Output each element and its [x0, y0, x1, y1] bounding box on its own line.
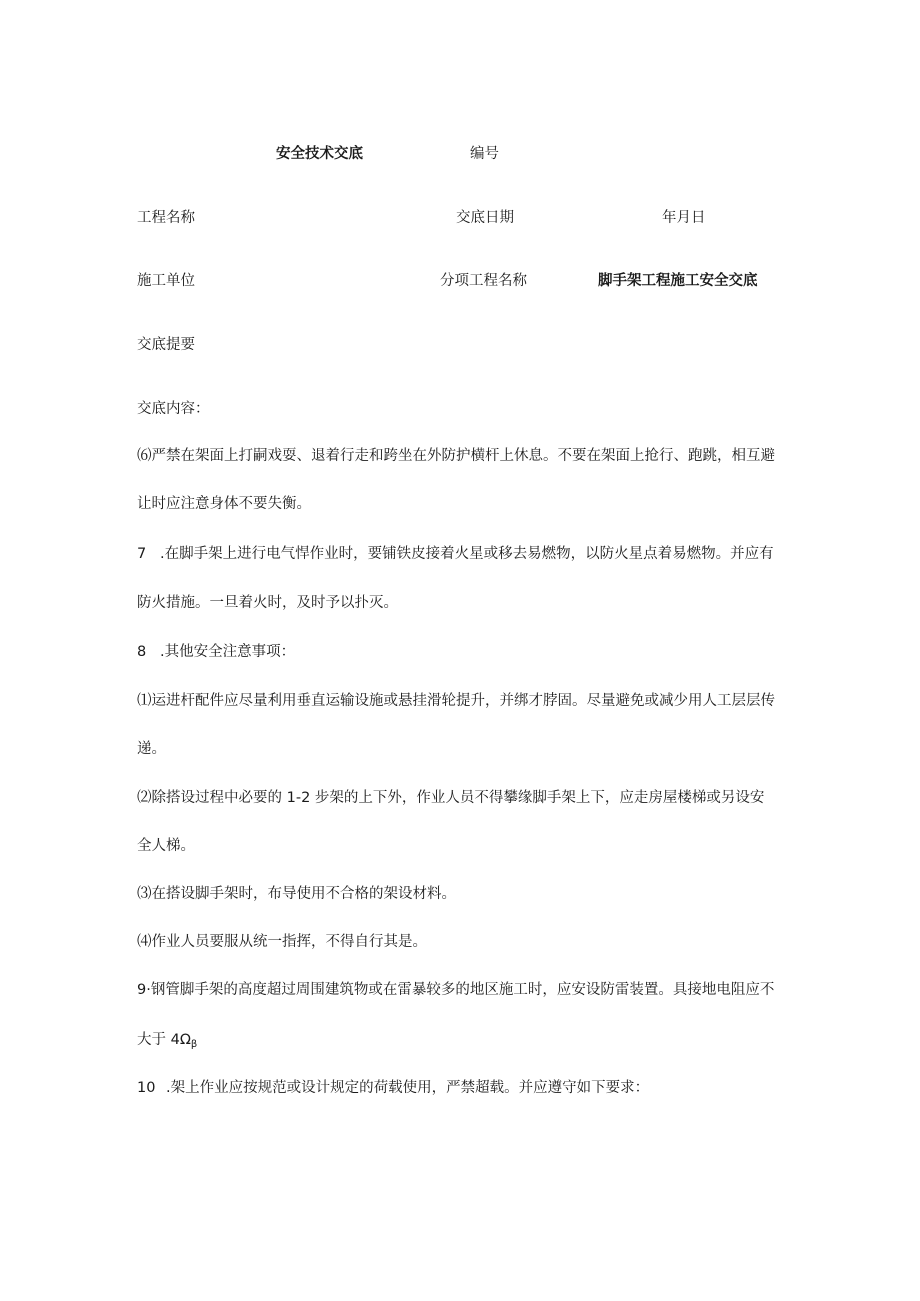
subitem-2-line-2: 全人梯。 — [137, 838, 195, 854]
sub-project-label: 分项工程名称 — [440, 273, 527, 289]
date-value: 年月日 — [662, 210, 706, 226]
item-9-line-2-main: 大于 4Ω — [137, 1032, 191, 1048]
item-9-line-2-subscript: β — [190, 1039, 198, 1050]
subitem-1-line-1: ⑴运进杆配件应尽量利用垂直运输设施或悬挂滑轮提升，并绑才脖固。尽量避免或减少用人工层层传 — [137, 693, 775, 709]
item-7-number: 7 — [137, 546, 147, 562]
construction-unit-label: 施工单位 — [137, 273, 195, 289]
item-6-line-1: ⑹严禁在架面上打嗣戏耍、退着行走和跨坐在外防护横杆上休息。不要在架面上抢行、跑跳，相互避 — [137, 448, 775, 464]
document-title: 安全技术交底 — [276, 146, 363, 162]
item-9-line-1: 9·钢管脚手架的高度超过周围建筑物或在雷暴较多的地区施工时，应安设防雷装置。具接地电阻应不 — [137, 982, 775, 998]
item-7-line-1: .在脚手架上进行电气悍作业时，要铺铁皮接着火星或移去易燃物，以防火星点着易燃物。并应有 — [160, 546, 774, 562]
item-9-line-2 — [137, 1030, 197, 1055]
date-label: 交底日期 — [456, 210, 514, 226]
item-8-line-1: .其他安全注意事项： — [160, 644, 296, 660]
subitem-3-line-1: ⑶在搭设脚手架时，布导使用不合格的架设材料。 — [137, 886, 456, 902]
subitem-4-line-1: ⑷作业人员要服从统一指挥，不得自行其是。 — [137, 934, 427, 950]
subitem-2-line-1: ⑵除搭设过程中必要的 1-2 步架的上下外，作业人员不得攀缘脚手架上下，应走房屋楼梯或另设安 — [137, 790, 765, 806]
item-8-number: 8 — [137, 644, 147, 660]
sub-project-value: 脚手架工程施工安全交底 — [598, 273, 758, 289]
item-6-line-2: 让时应注意身体不要失衡。 — [137, 496, 311, 512]
item-10-line-1: .架上作业应按规范或设计规定的荷载使用，严禁超载。并应遵守如下要求： — [166, 1080, 650, 1096]
item-7-line-2: 防火措施。一旦着火时，及时予以扑灭。 — [137, 595, 398, 611]
subitem-1-line-2: 递。 — [137, 741, 166, 757]
item-10-number: 10 — [137, 1080, 156, 1096]
content-label: 交底内容： — [137, 401, 210, 417]
number-label: 编号 — [470, 146, 499, 162]
summary-label: 交底提要 — [137, 337, 195, 353]
project-name-label: 工程名称 — [137, 210, 195, 226]
